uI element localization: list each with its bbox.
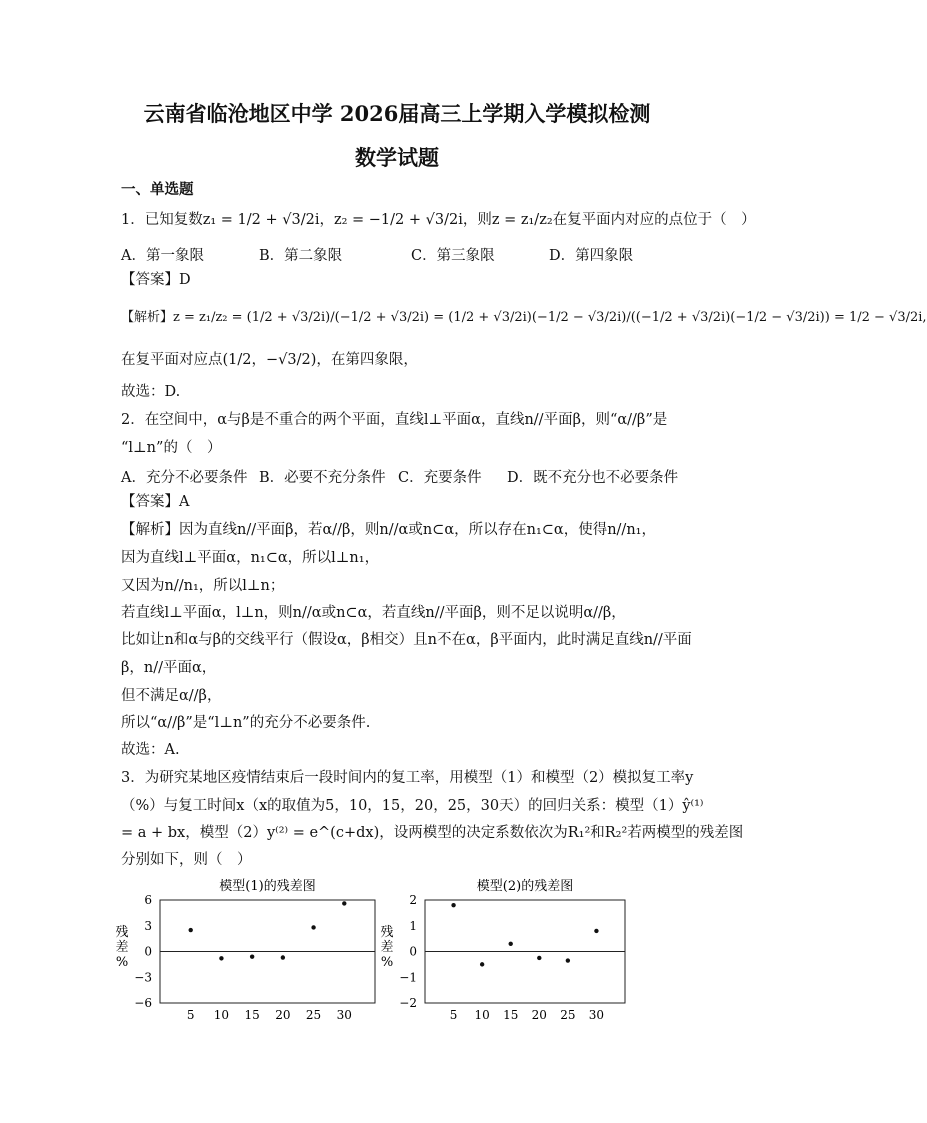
residual-point bbox=[480, 962, 484, 966]
y-tick-label: 6 bbox=[144, 893, 152, 907]
q2-analysis-line: 但不满足α//β， bbox=[121, 688, 222, 704]
q2-option-c: C．充要条件 bbox=[398, 470, 482, 486]
x-tick-label: 5 bbox=[449, 1008, 458, 1022]
x-tick-label: 25 bbox=[305, 1008, 322, 1022]
y-tick-label: −2 bbox=[399, 996, 417, 1010]
residual-point bbox=[566, 958, 570, 962]
q3-stem-line: = a + bx，模型（2）y⁽²⁾ = e^(c+dx)，设两模型的决定系数依次为R₁²和R₂²若两模型的残差图 bbox=[121, 825, 744, 841]
y-tick-label: −6 bbox=[134, 996, 152, 1010]
x-tick-label: 10 bbox=[213, 1008, 230, 1022]
x-tick-label: 15 bbox=[503, 1008, 519, 1022]
q2-option-b: B．必要不充分条件 bbox=[259, 470, 386, 486]
section-heading: 一、单选题 bbox=[121, 181, 194, 198]
q2-conclusion: 故选：A. bbox=[121, 742, 180, 758]
q1-option-c: C．第三象限 bbox=[411, 248, 495, 264]
q2-analysis-line: 若直线l⊥平面α，l⊥n，则n//α或n⊂α，若直线n//平面β，则不足以说明α//β， bbox=[121, 605, 626, 621]
q3-stem-line: 3．为研究某地区疫情结束后一段时间内的复工率，用模型（1）和模型（2）模拟复工率y bbox=[121, 770, 694, 786]
y-axis-label: 差 bbox=[380, 940, 394, 955]
q2-option-d: D．既不充分也不必要条件 bbox=[507, 470, 679, 486]
q3-stem-line: （%）与复工时间x（x的取值为5，10，15，20，25，30天）的回归关系：模型（1）ŷ⁽¹⁾ bbox=[121, 798, 704, 814]
y-tick-label: 0 bbox=[144, 944, 152, 959]
q2-analysis-line: 【解析】因为直线n//平面β，若α//β，则n//α或n⊂α，所以存在n₁⊂α，使得n//n₁， bbox=[121, 522, 656, 538]
residual-point bbox=[594, 929, 598, 933]
residual-point bbox=[281, 955, 285, 959]
q2-stem-line-1: 2．在空间中，α与β是不重合的两个平面，直线l⊥平面α，直线n//平面β，则“α//β”是 bbox=[121, 412, 668, 428]
q1-option-a: A．第一象限 bbox=[121, 248, 204, 264]
chart-title: 模型(1)的残差图 bbox=[219, 879, 316, 894]
q2-analysis-line: 因为直线l⊥平面α，n₁⊂α，所以l⊥n₁， bbox=[121, 550, 380, 566]
y-tick-label: 2 bbox=[409, 893, 417, 907]
residual-plots bbox=[110, 872, 650, 1032]
page-title: 云南省临沧地区中学 2026届高三上学期入学模拟检测 bbox=[143, 101, 651, 126]
y-axis-label: 差 bbox=[115, 940, 129, 955]
y-tick-label: 1 bbox=[409, 918, 417, 933]
residual-point bbox=[189, 928, 193, 932]
residual-point bbox=[451, 903, 455, 907]
x-tick-label: 20 bbox=[275, 1008, 291, 1022]
chart-title: 模型(2)的残差图 bbox=[476, 879, 574, 894]
residual-point bbox=[311, 925, 315, 929]
q1-analysis: 【解析】z = z₁/z₂ = (1/2 + √3/2i)/(−1/2 + √3/2i) = (1/2 + √3/2i)(−1/2 − √3/2i)/((−1/2 + √3/2i)(−1/2 − √3/2i)) = 1/2 − √3/2i, bbox=[121, 310, 927, 325]
q1-option-d: D．第四象限 bbox=[549, 248, 634, 264]
y-tick-label: −1 bbox=[399, 970, 417, 985]
q1-option-b: B．第二象限 bbox=[259, 248, 343, 264]
x-tick-label: 30 bbox=[588, 1008, 605, 1022]
residual-point bbox=[342, 901, 346, 905]
y-axis-label: % bbox=[380, 955, 394, 970]
residual-point bbox=[509, 942, 513, 946]
x-tick-label: 10 bbox=[474, 1008, 490, 1022]
residual-point bbox=[219, 956, 223, 960]
y-tick-label: −3 bbox=[134, 970, 152, 985]
y-axis-label: 残 bbox=[115, 925, 129, 940]
y-tick-label: 3 bbox=[144, 918, 152, 933]
q2-answer: 【答案】A bbox=[121, 494, 190, 510]
q1-conclusion: 故选：D. bbox=[121, 384, 181, 400]
q1-stem: 1．已知复数z₁ = 1/2 + √3/2i，z₂ = −1/2 + √3/2i，则z = z₁/z₂在复平面内对应的点位于（ ） bbox=[121, 212, 756, 228]
x-tick-label: 20 bbox=[531, 1008, 547, 1022]
q3-stem-line: 分别如下，则（ ） bbox=[121, 852, 252, 868]
y-axis-label: % bbox=[115, 955, 129, 970]
q1-point: 在复平面对应点(1/2，−√3/2)，在第四象限， bbox=[121, 352, 418, 368]
x-tick-label: 30 bbox=[336, 1008, 352, 1022]
q2-stem-line-2: “l⊥n”的（ ） bbox=[121, 440, 222, 456]
y-tick-label: 0 bbox=[409, 944, 417, 959]
q2-analysis-line: 所以“α//β”是“l⊥n”的充分不必要条件. bbox=[121, 715, 371, 731]
x-tick-label: 25 bbox=[560, 1008, 576, 1022]
y-axis-label: 残 bbox=[380, 925, 394, 940]
q2-analysis-line: 又因为n//n₁，所以l⊥n； bbox=[121, 578, 285, 594]
q2-analysis-line: 比如让n和α与β的交线平行（假设α，β相交）且n不在α，β平面内，此时满足直线n//平面 bbox=[121, 632, 692, 648]
x-tick-label: 15 bbox=[244, 1008, 260, 1022]
q1-answer: 【答案】D bbox=[121, 272, 191, 288]
q2-analysis-line: β，n//平面α， bbox=[121, 660, 217, 676]
residual-point bbox=[537, 956, 541, 960]
residual-plots-svg bbox=[110, 872, 650, 1032]
page-subtitle: 数学试题 bbox=[355, 145, 439, 170]
x-tick-label: 5 bbox=[186, 1008, 195, 1022]
residual-point bbox=[250, 954, 254, 958]
q2-option-a: A．充分不必要条件 bbox=[121, 470, 248, 486]
